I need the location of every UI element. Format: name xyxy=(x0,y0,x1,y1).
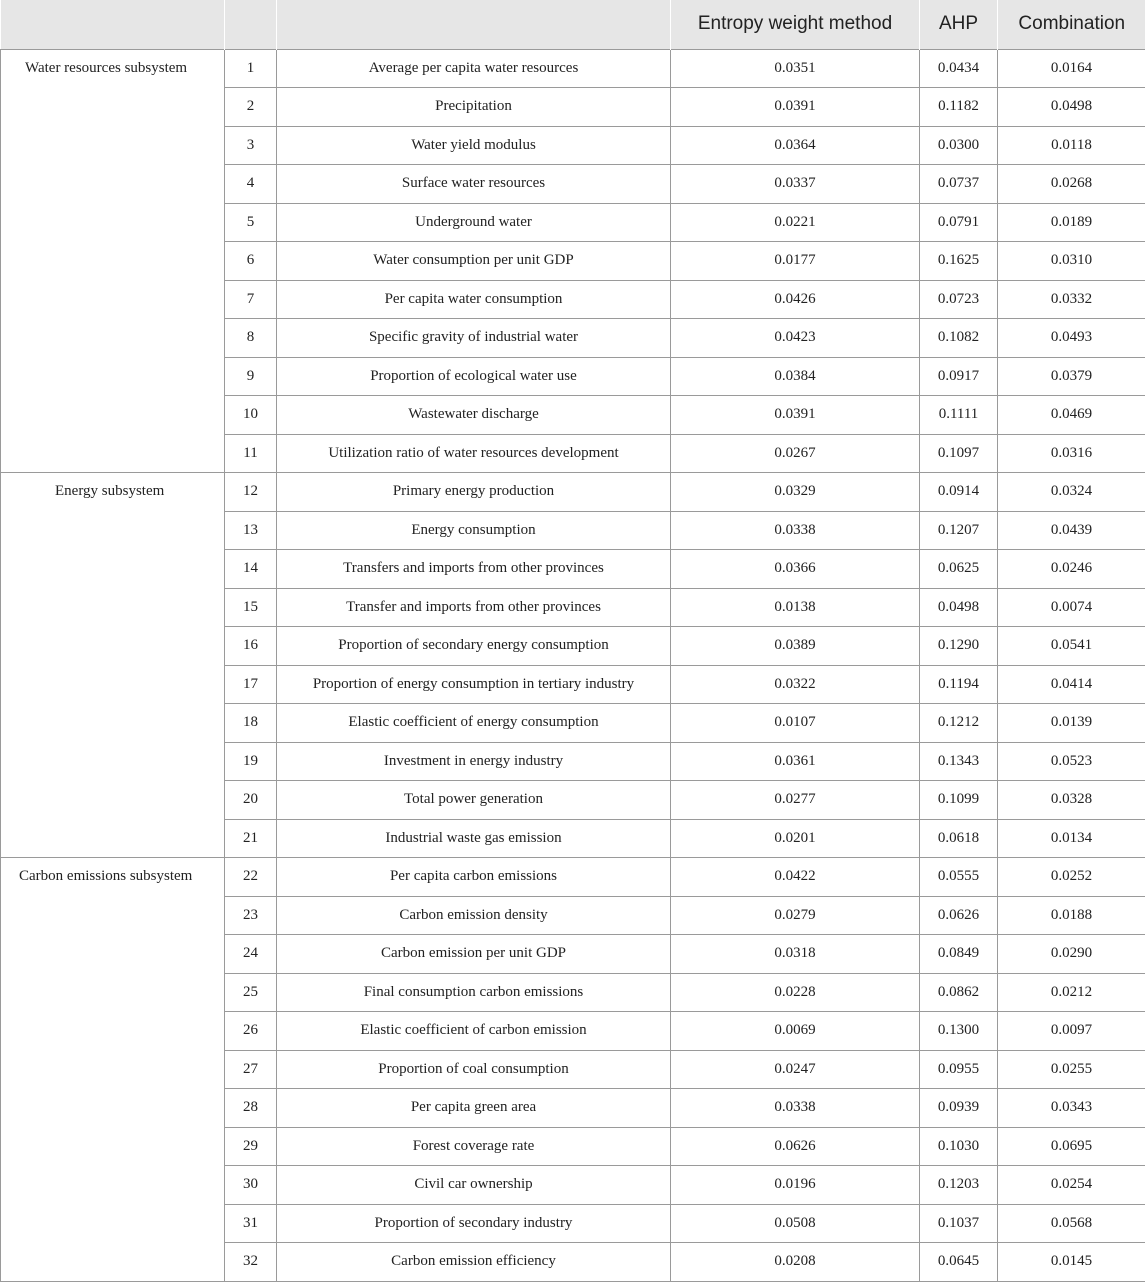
entropy-weight-cell: 0.0177 xyxy=(671,242,920,281)
table-row xyxy=(1,473,1145,512)
header-ahp: AHP xyxy=(920,0,998,49)
indicator-name-cell: Transfer and imports from other provinces xyxy=(277,588,671,627)
ahp-weight-cell: 0.1300 xyxy=(920,1012,998,1051)
entropy-weight-cell: 0.0391 xyxy=(671,88,920,127)
ahp-weight-cell: 0.1203 xyxy=(920,1166,998,1205)
table-row xyxy=(1,858,1145,897)
ahp-weight-cell: 0.0723 xyxy=(920,280,998,319)
indicator-number-cell: 9 xyxy=(225,357,277,396)
ahp-weight-cell: 0.1082 xyxy=(920,319,998,358)
combination-weight-cell: 0.0212 xyxy=(998,973,1145,1012)
indicator-name-cell: Energy consumption xyxy=(277,511,671,550)
ahp-weight-cell: 0.0917 xyxy=(920,357,998,396)
indicator-name-cell: Proportion of energy consumption in tertiary industry xyxy=(277,665,671,704)
ahp-weight-cell: 0.0791 xyxy=(920,203,998,242)
entropy-weight-cell: 0.0422 xyxy=(671,858,920,897)
indicator-number-cell: 29 xyxy=(225,1127,277,1166)
entropy-weight-cell: 0.0423 xyxy=(671,319,920,358)
entropy-weight-cell: 0.0138 xyxy=(671,588,920,627)
ahp-weight-cell: 0.0434 xyxy=(920,49,998,88)
indicator-number-cell: 1 xyxy=(225,49,277,88)
header-combination: Combination xyxy=(998,0,1145,49)
entropy-weight-cell: 0.0228 xyxy=(671,973,920,1012)
ahp-weight-cell: 0.0498 xyxy=(920,588,998,627)
ahp-weight-cell: 0.1207 xyxy=(920,511,998,550)
combination-weight-cell: 0.0145 xyxy=(998,1243,1145,1282)
ahp-weight-cell: 0.1290 xyxy=(920,627,998,666)
indicator-number-cell: 8 xyxy=(225,319,277,358)
ahp-weight-cell: 0.1037 xyxy=(920,1204,998,1243)
entropy-weight-cell: 0.0069 xyxy=(671,1012,920,1051)
indicator-name-cell: Utilization ratio of water resources development xyxy=(277,434,671,473)
entropy-weight-cell: 0.0391 xyxy=(671,396,920,435)
indicator-name-cell: Proportion of secondary energy consumption xyxy=(277,627,671,666)
indicator-name-cell: Per capita green area xyxy=(277,1089,671,1128)
ahp-weight-cell: 0.0914 xyxy=(920,473,998,512)
combination-weight-cell: 0.0139 xyxy=(998,704,1145,743)
indicator-number-cell: 24 xyxy=(225,935,277,974)
indicator-name-cell: Surface water resources xyxy=(277,165,671,204)
combination-weight-cell: 0.0343 xyxy=(998,1089,1145,1128)
indicator-name-cell: Primary energy production xyxy=(277,473,671,512)
indicator-name-cell: Per capita carbon emissions xyxy=(277,858,671,897)
entropy-weight-cell: 0.0626 xyxy=(671,1127,920,1166)
combination-weight-cell: 0.0493 xyxy=(998,319,1145,358)
indicator-number-cell: 21 xyxy=(225,819,277,858)
combination-weight-cell: 0.0246 xyxy=(998,550,1145,589)
combination-weight-cell: 0.0439 xyxy=(998,511,1145,550)
indicator-name-cell: Transfers and imports from other provinces xyxy=(277,550,671,589)
ahp-weight-cell: 0.1030 xyxy=(920,1127,998,1166)
ahp-weight-cell: 0.1194 xyxy=(920,665,998,704)
indicator-name-cell: Industrial waste gas emission xyxy=(277,819,671,858)
entropy-weight-cell: 0.0338 xyxy=(671,1089,920,1128)
ahp-weight-cell: 0.0939 xyxy=(920,1089,998,1128)
indicator-number-cell: 26 xyxy=(225,1012,277,1051)
combination-weight-cell: 0.0097 xyxy=(998,1012,1145,1051)
combination-weight-cell: 0.0316 xyxy=(998,434,1145,473)
indicator-name-cell: Underground water xyxy=(277,203,671,242)
entropy-weight-cell: 0.0384 xyxy=(671,357,920,396)
combination-weight-cell: 0.0498 xyxy=(998,88,1145,127)
indicator-name-cell: Total power generation xyxy=(277,781,671,820)
entropy-weight-cell: 0.0208 xyxy=(671,1243,920,1282)
indicator-name-cell: Elastic coefficient of carbon emission xyxy=(277,1012,671,1051)
combination-weight-cell: 0.0328 xyxy=(998,781,1145,820)
indicator-name-cell: Proportion of secondary industry xyxy=(277,1204,671,1243)
table-body xyxy=(1,49,1145,1281)
indicator-name-cell: Proportion of coal consumption xyxy=(277,1050,671,1089)
entropy-weight-cell: 0.0107 xyxy=(671,704,920,743)
indicator-name-cell: Water consumption per unit GDP xyxy=(277,242,671,281)
indicator-number-cell: 19 xyxy=(225,742,277,781)
ahp-weight-cell: 0.1212 xyxy=(920,704,998,743)
combination-weight-cell: 0.0134 xyxy=(998,819,1145,858)
indicator-name-cell: Per capita water consumption xyxy=(277,280,671,319)
entropy-weight-cell: 0.0351 xyxy=(671,49,920,88)
indicator-name-cell: Carbon emission efficiency xyxy=(277,1243,671,1282)
ahp-weight-cell: 0.1182 xyxy=(920,88,998,127)
indicator-number-cell: 22 xyxy=(225,858,277,897)
indicator-number-cell: 30 xyxy=(225,1166,277,1205)
combination-weight-cell: 0.0414 xyxy=(998,665,1145,704)
combination-weight-cell: 0.0523 xyxy=(998,742,1145,781)
entropy-weight-cell: 0.0279 xyxy=(671,896,920,935)
indicator-number-cell: 10 xyxy=(225,396,277,435)
indicator-name-cell: Precipitation xyxy=(277,88,671,127)
combination-weight-cell: 0.0469 xyxy=(998,396,1145,435)
indicator-number-cell: 31 xyxy=(225,1204,277,1243)
combination-weight-cell: 0.0164 xyxy=(998,49,1145,88)
indicator-number-cell: 13 xyxy=(225,511,277,550)
combination-weight-cell: 0.0568 xyxy=(998,1204,1145,1243)
indicator-number-cell: 18 xyxy=(225,704,277,743)
ahp-weight-cell: 0.0955 xyxy=(920,1050,998,1089)
indicator-number-cell: 16 xyxy=(225,627,277,666)
header-indicator xyxy=(277,0,671,49)
entropy-weight-cell: 0.0337 xyxy=(671,165,920,204)
entropy-weight-cell: 0.0201 xyxy=(671,819,920,858)
ahp-weight-cell: 0.1097 xyxy=(920,434,998,473)
combination-weight-cell: 0.0541 xyxy=(998,627,1145,666)
indicator-name-cell: Average per capita water resources xyxy=(277,49,671,88)
ahp-weight-cell: 0.0300 xyxy=(920,126,998,165)
combination-weight-cell: 0.0254 xyxy=(998,1166,1145,1205)
indicator-name-cell: Wastewater discharge xyxy=(277,396,671,435)
ahp-weight-cell: 0.0555 xyxy=(920,858,998,897)
ahp-weight-cell: 0.0862 xyxy=(920,973,998,1012)
ahp-weight-cell: 0.0645 xyxy=(920,1243,998,1282)
indicator-name-cell: Water yield modulus xyxy=(277,126,671,165)
indicator-number-cell: 27 xyxy=(225,1050,277,1089)
header-subsystem xyxy=(1,0,225,49)
entropy-weight-cell: 0.0366 xyxy=(671,550,920,589)
header-row xyxy=(1,0,1145,49)
combination-weight-cell: 0.0118 xyxy=(998,126,1145,165)
indicator-number-cell: 7 xyxy=(225,280,277,319)
indicator-number-cell: 12 xyxy=(225,473,277,512)
combination-weight-cell: 0.0332 xyxy=(998,280,1145,319)
combination-weight-cell: 0.0268 xyxy=(998,165,1145,204)
combination-weight-cell: 0.0324 xyxy=(998,473,1145,512)
subsystem-cell: Carbon emissions subsystem xyxy=(1,858,225,1282)
entropy-weight-cell: 0.0267 xyxy=(671,434,920,473)
indicator-number-cell: 23 xyxy=(225,896,277,935)
combination-weight-cell: 0.0379 xyxy=(998,357,1145,396)
entropy-weight-cell: 0.0322 xyxy=(671,665,920,704)
combination-weight-cell: 0.0290 xyxy=(998,935,1145,974)
indicator-name-cell: Civil car ownership xyxy=(277,1166,671,1205)
indicator-number-cell: 2 xyxy=(225,88,277,127)
entropy-weight-cell: 0.0361 xyxy=(671,742,920,781)
indicator-name-cell: Carbon emission per unit GDP xyxy=(277,935,671,974)
ahp-weight-cell: 0.1625 xyxy=(920,242,998,281)
entropy-weight-cell: 0.0338 xyxy=(671,511,920,550)
combination-weight-cell: 0.0695 xyxy=(998,1127,1145,1166)
ahp-weight-cell: 0.1099 xyxy=(920,781,998,820)
ahp-weight-cell: 0.0737 xyxy=(920,165,998,204)
entropy-weight-cell: 0.0508 xyxy=(671,1204,920,1243)
table-header xyxy=(1,0,1145,49)
indicator-number-cell: 4 xyxy=(225,165,277,204)
combination-weight-cell: 0.0255 xyxy=(998,1050,1145,1089)
ahp-weight-cell: 0.0626 xyxy=(920,896,998,935)
combination-weight-cell: 0.0310 xyxy=(998,242,1145,281)
indicator-name-cell: Final consumption carbon emissions xyxy=(277,973,671,1012)
entropy-weight-cell: 0.0318 xyxy=(671,935,920,974)
combination-weight-cell: 0.0188 xyxy=(998,896,1145,935)
combination-weight-cell: 0.0252 xyxy=(998,858,1145,897)
entropy-weight-cell: 0.0277 xyxy=(671,781,920,820)
indicator-number-cell: 14 xyxy=(225,550,277,589)
indicator-number-cell: 11 xyxy=(225,434,277,473)
subsystem-cell: Energy subsystem xyxy=(1,473,225,858)
indicator-number-cell: 15 xyxy=(225,588,277,627)
indicator-number-cell: 17 xyxy=(225,665,277,704)
header-number xyxy=(225,0,277,49)
entropy-weight-cell: 0.0426 xyxy=(671,280,920,319)
entropy-weight-cell: 0.0247 xyxy=(671,1050,920,1089)
ahp-weight-cell: 0.0625 xyxy=(920,550,998,589)
subsystem-cell: Water resources subsystem xyxy=(1,49,225,473)
combination-weight-cell: 0.0074 xyxy=(998,588,1145,627)
ahp-weight-cell: 0.0849 xyxy=(920,935,998,974)
indicator-name-cell: Investment in energy industry xyxy=(277,742,671,781)
ahp-weight-cell: 0.1111 xyxy=(920,396,998,435)
entropy-weight-cell: 0.0329 xyxy=(671,473,920,512)
entropy-weight-cell: 0.0196 xyxy=(671,1166,920,1205)
indicator-name-cell: Forest coverage rate xyxy=(277,1127,671,1166)
ahp-weight-cell: 0.0618 xyxy=(920,819,998,858)
indicator-name-cell: Specific gravity of industrial water xyxy=(277,319,671,358)
indicator-name-cell: Proportion of ecological water use xyxy=(277,357,671,396)
entropy-weight-cell: 0.0364 xyxy=(671,126,920,165)
indicator-number-cell: 32 xyxy=(225,1243,277,1282)
indicator-number-cell: 20 xyxy=(225,781,277,820)
indicator-number-cell: 28 xyxy=(225,1089,277,1128)
ahp-weight-cell: 0.1343 xyxy=(920,742,998,781)
table-row xyxy=(1,49,1145,88)
indicator-name-cell: Elastic coefficient of energy consumption xyxy=(277,704,671,743)
combination-weight-cell: 0.0189 xyxy=(998,203,1145,242)
header-entropy-weight-method: Entropy weight method xyxy=(671,0,920,49)
indicator-number-cell: 3 xyxy=(225,126,277,165)
entropy-weight-cell: 0.0221 xyxy=(671,203,920,242)
indicator-number-cell: 25 xyxy=(225,973,277,1012)
indicator-number-cell: 5 xyxy=(225,203,277,242)
entropy-weight-cell: 0.0389 xyxy=(671,627,920,666)
indicator-number-cell: 6 xyxy=(225,242,277,281)
indicator-name-cell: Carbon emission density xyxy=(277,896,671,935)
